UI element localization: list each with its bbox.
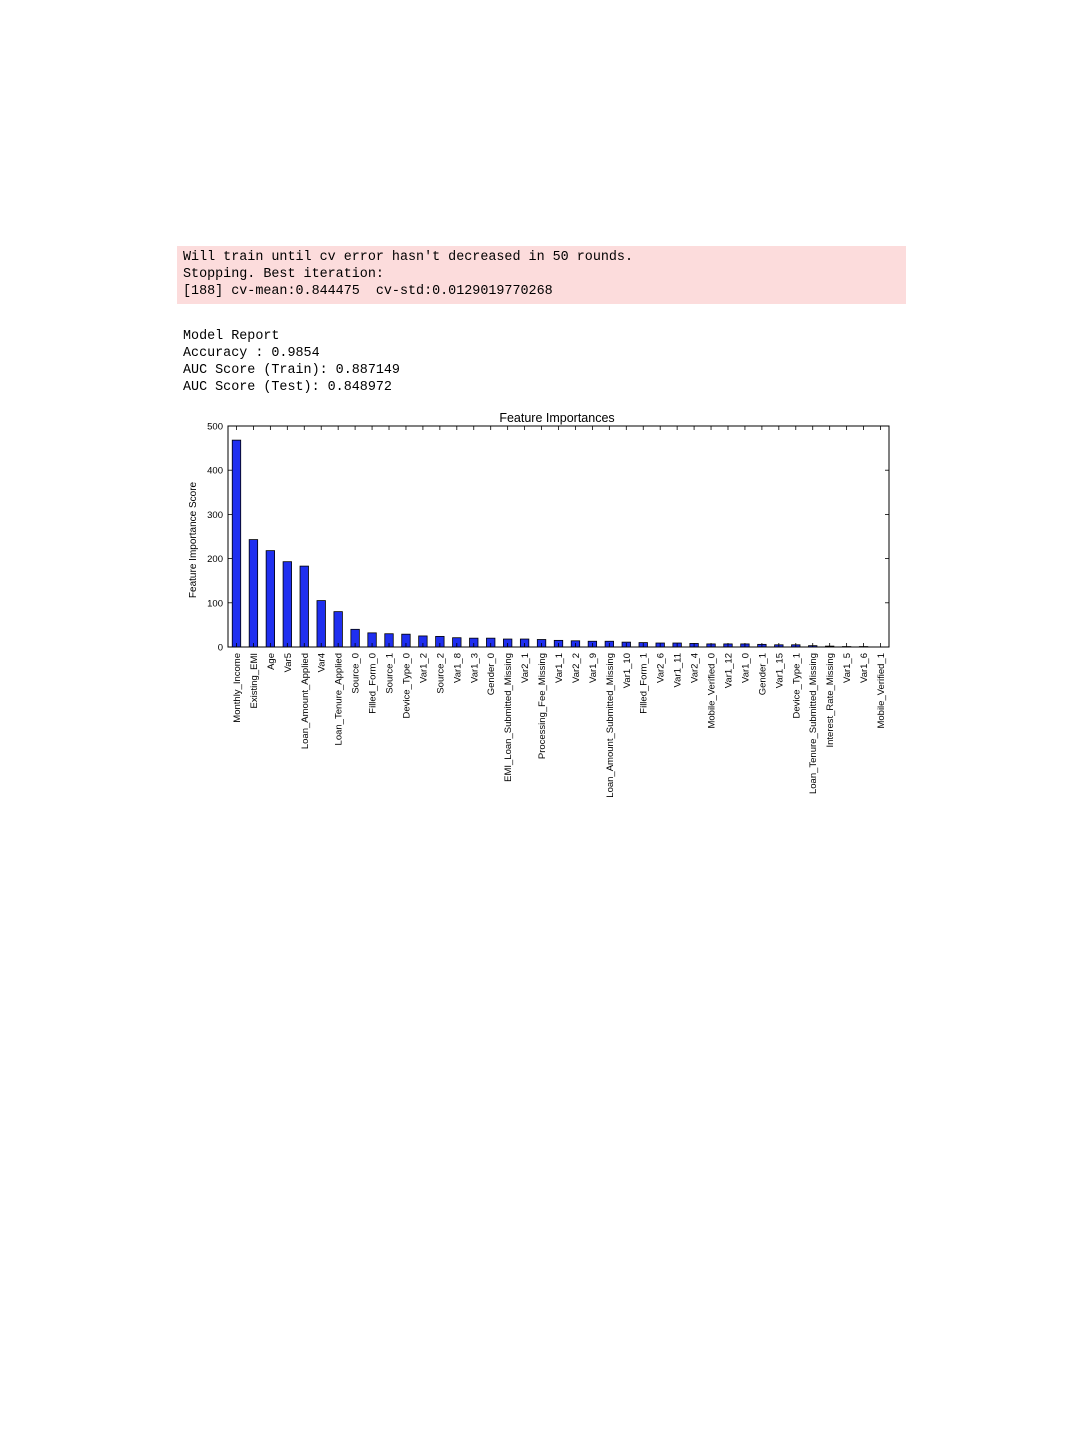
x-tick-label: Source_1 [384,653,396,694]
x-tick-label: Source_2 [435,653,447,694]
x-tick-label: Var1_3 [469,653,481,683]
report-auc-test: AUC Score (Test): 0.848972 [183,380,392,395]
x-tick-label: Var2_4 [689,653,701,683]
x-tick-label: Gender_0 [486,653,498,696]
x-tick-label: Var2_1 [520,653,532,683]
bar [249,540,257,647]
x-tick-label: Mobile_Verified_1 [876,653,888,729]
x-tick-label: Var1_10 [621,653,633,689]
plot-area [207,422,889,798]
x-tick-label: Var1_2 [418,653,430,683]
x-tick-label: Var2_6 [655,653,667,683]
x-tick-label: Interest_Rate_Missing [825,653,837,748]
x-tick-label: Loan_Amount_Submitted_Missing [604,653,616,798]
x-tick-label: Var1_9 [587,653,599,683]
x-tick-label: Monthly_Income [231,653,243,723]
bar [334,612,342,647]
x-tick-label: Device_Type_0 [401,653,413,719]
y-tick-label: 300 [207,509,223,521]
console-line: [188] cv-mean:0.844475 cv-std:0.0129019770268 [183,284,553,299]
x-tick-label: Var1_15 [774,653,786,689]
console-stderr-output [177,246,906,304]
x-tick-label: Loan_Amount_Applied [299,653,311,750]
x-tick-label: Var1_12 [723,653,735,689]
x-tick-label: Age [265,653,277,670]
chart-svg [180,405,900,825]
x-tick-label: Var1_6 [859,653,871,683]
y-tick-label: 0 [217,642,223,654]
bar [232,440,240,647]
y-axis-label: Feature Importance Score [188,481,199,599]
x-tick-label: Source_0 [350,653,362,694]
plot-frame [228,426,889,647]
x-tick-label: EMI_Loan_Submitted_Missing [503,653,515,782]
x-tick-label: Var1_8 [452,653,464,683]
chart-title: Feature Importances [499,411,615,425]
x-tick-label: Var1_11 [672,653,684,688]
x-tick-label: Var5 [282,653,294,673]
x-tick-label: Loan_Tenure_Submitted_Missing [808,653,820,795]
y-tick-label: 100 [207,598,223,610]
y-tick-label: 500 [207,421,223,433]
x-tick-label: Processing_Fee_Missing [537,653,549,760]
x-tick-label: Existing_EMI [248,653,260,709]
feature-importance-chart [180,405,900,825]
report-accuracy: Accuracy : 0.9854 [183,346,320,361]
console-line: Will train until cv error hasn't decreased in 50 rounds. [183,250,633,265]
x-tick-label: Var4 [316,653,328,673]
report-auc-train: AUC Score (Train): 0.887149 [183,363,400,378]
bar [317,601,325,647]
x-tick-label: Var1_0 [740,653,752,683]
x-tick-label: Loan_Tenure_Applied [333,653,345,746]
y-tick-label: 400 [207,465,223,477]
bar [283,562,291,647]
x-tick-label: Var2_2 [570,653,582,683]
y-tick-label: 200 [207,554,223,566]
x-tick-label: Gender_1 [757,653,769,696]
x-tick-label: Filled_Form_1 [638,653,650,714]
model-report [183,328,400,396]
x-tick-label: Device_Type_1 [791,653,803,719]
bar [266,551,274,647]
x-tick-label: Var1_5 [842,653,854,683]
console-line: Stopping. Best iteration: [183,267,384,282]
bar [300,566,308,647]
x-tick-label: Var1_1 [554,653,565,683]
x-tick-label: Mobile_Verified_0 [706,653,718,729]
x-tick-label: Filled_Form_0 [367,653,379,714]
report-title: Model Report [183,329,280,344]
